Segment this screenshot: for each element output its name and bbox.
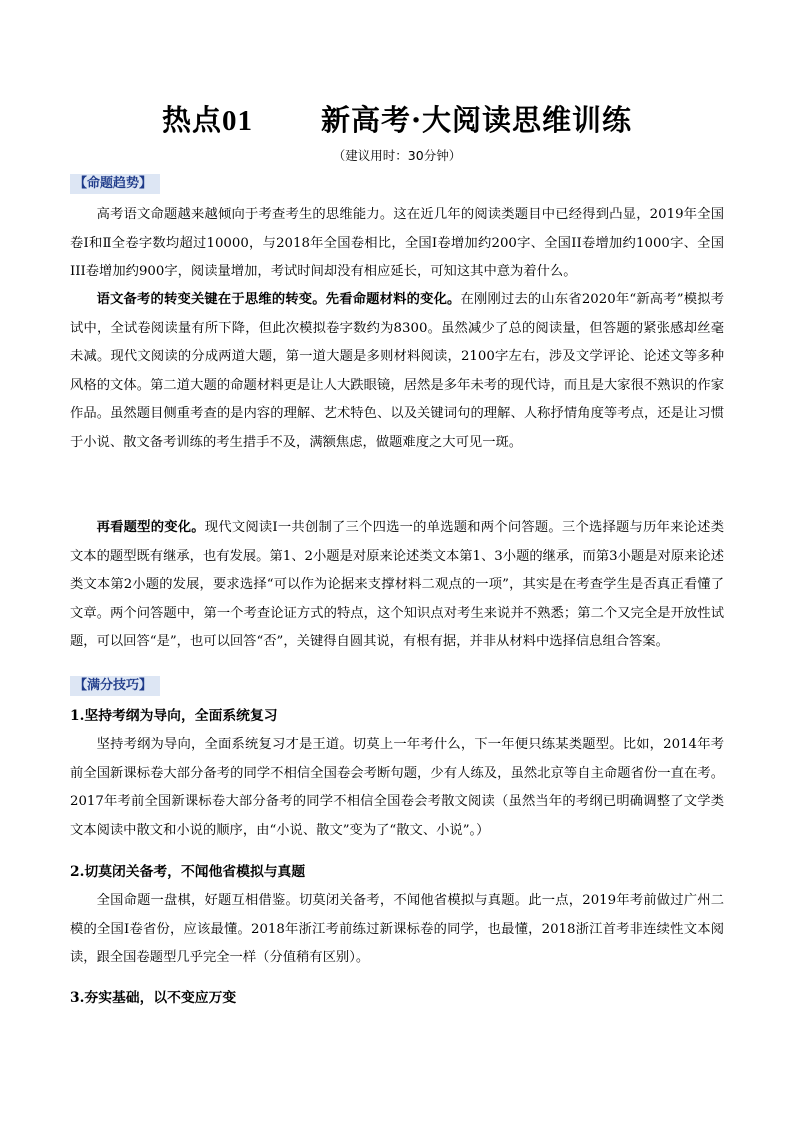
title-main: 新高考·大阅读思维训练 <box>320 103 633 137</box>
paragraph-question-type-change <box>70 514 724 657</box>
page-title <box>0 98 794 139</box>
paragraph-skill-1: 坚持考纲为导向，全面系统复习才是王道。切莫上一年考什么，下一年便只练某类题型。比如，2014年考前全国新课标卷大部分备考的同学不相信全国卷会考断句题，少有人练及，虽然北京等自主命题省份一直在考。2017年考前全国新课标卷大部分备考的同学不相信全国卷会考散文阅读（虽然当年的考纲已明确调整了文学类文本阅读中散文和小说的顺序，由“小说、散文”变为了“散文、小说”。） <box>70 737 724 838</box>
skill-heading-2: 2.切莫闭关备考，不闻他省模拟与真题 <box>70 864 306 880</box>
paragraph-lead-bold: 再看题型的变化。 <box>96 520 205 535</box>
section-label-trend: 【命题趋势】 <box>70 174 160 194</box>
skill-heading-1: 1.坚持考纲为导向，全面系统复习 <box>70 708 278 724</box>
paragraph-body: 在刚刚过去的山东省2020年“新高考”模拟考试中，全试卷阅读量有所下降，但此次模拟卷字数约为8300。虽然减少了总的阅读量，但答题的紧张感却丝毫未减。现代文阅读的分成两道大题，第一道大题是多则材料阅读，2100字左右，涉及文学评论、论述文等多种风格的文体。第二道大题的命题材料更是让人大跌眼镜，居然是多年未考的现代诗，而且是大家很不熟识的作家作品。虽然题目侧重考查的是内容的理解、艺术特色、以及关键词句的理解、人称抒情角度等考点，还是让习惯于小说、散文备考训练的考生措手不及，满额焦虑，做题难度之大可见一斑。 <box>70 292 724 450</box>
paragraph-skill-2: 全国命题一盘棋，好题互相借鉴。切莫闭关备考，不闻他省模拟与真题。此一点，2019年考前做过广州二模的全国I卷省份，应该最懂。2018年浙江考前练过新课标卷的同学，也最懂，2018浙江首考非连续性文本阅读，跟全国卷题型几乎完全一样（分值稍有区别）。 <box>70 893 724 965</box>
paragraph-lead-bold: 语文备考的转变关键在于思维的转变。先看命题材料的变化。 <box>96 292 461 307</box>
paragraph-body: 现代文阅读I一共创制了三个四选一的单选题和两个问答题。三个选择题与历年来论述类文本的题型既有继承，也有发展。第1、2小题是对原来论述类文本第1、3小题的继承，而第3小题是对原来论述类文本第2小题的发展，要求选择“可以作为论据来支撑材料二观点的一项”，其实是在考查学生是否真正看懂了文章。两个问答题中，第一个考查论证方式的特点，这个知识点对考生来说并不熟悉；第二个又完全是开放性试题，可以回答“是”，也可以回答“否”，关键得自圆其说，有根有据，并非从材料中选择信息组合答案。 <box>70 520 724 649</box>
paragraph-intro: 高考语文命题越来越倾向于考查考生的思维能力。这在近几年的阅读类题目中已经得到凸显，2019年全国卷Ⅰ和Ⅱ全卷字数均超过10000，与2018年全国卷相比，全国I卷增加约200字、全国II卷增加约1000字、全国III卷增加约900字，阅读量增加，考试时间却没有相应延长，可知这其中意为着什么。 <box>70 207 724 279</box>
paragraph-material-change <box>70 286 724 457</box>
section-label-skills: 【满分技巧】 <box>70 676 160 696</box>
suggested-time: （建议用时：30分钟） <box>332 148 462 163</box>
skill-heading-3: 3.夯实基础，以不变应万变 <box>70 990 237 1006</box>
title-prefix: 热点01 <box>161 105 253 137</box>
